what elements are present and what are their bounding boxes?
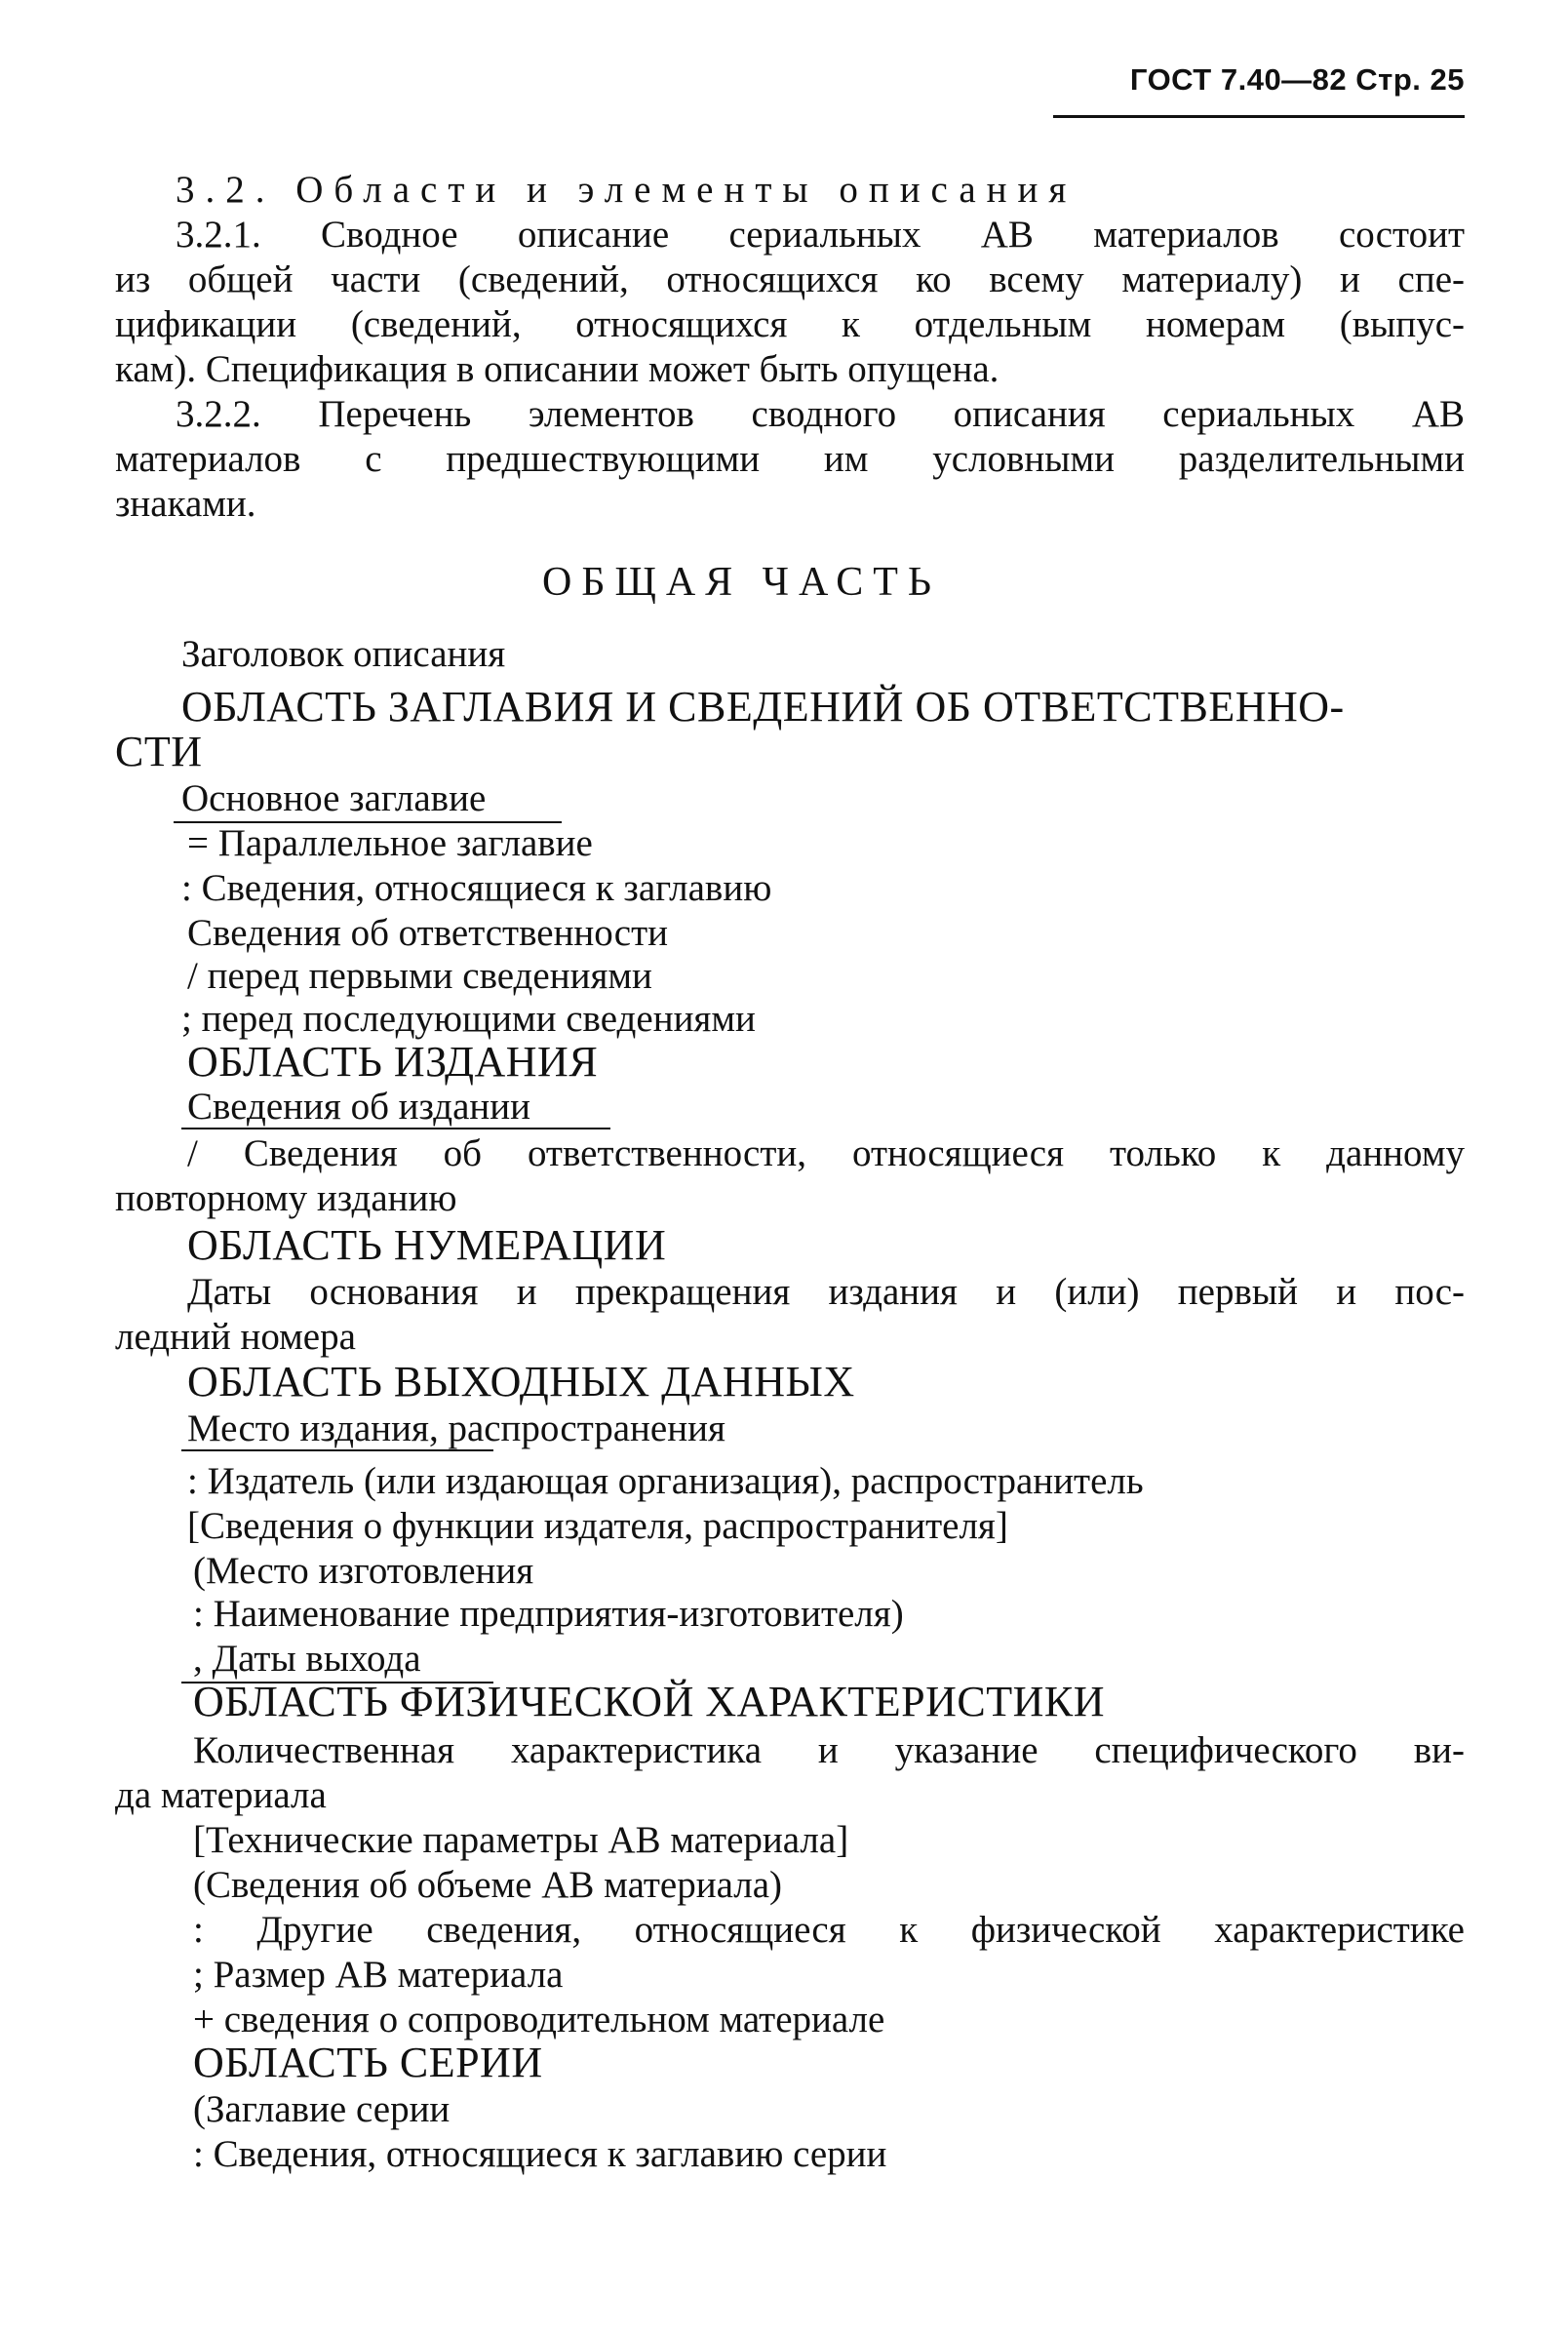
line-publisher: : Издатель (или издающая организация), распространитель: [187, 1460, 1144, 1502]
line-title-of-description: Заголовок описания: [181, 633, 506, 675]
line-physical-2: да материала: [115, 1774, 327, 1816]
page-header: ГОСТ 7.40—82 Стр. 25: [1129, 62, 1465, 97]
line-dates: , Даты выхода: [193, 1638, 421, 1680]
line-main-title: Основное заглавие: [181, 777, 487, 819]
line-volume: (Сведения об объеме АВ материала): [193, 1864, 783, 1906]
edition-rule: [181, 1128, 610, 1129]
line-series-info: : Сведения, относящиеся к заглавию серии: [193, 2133, 887, 2175]
line-physical-1: Количественная характеристика и указание специфического ви-: [193, 1729, 1465, 1771]
line-place: Место издания, распространения: [187, 1407, 725, 1449]
line-numbering-2: ледний номера: [115, 1316, 356, 1358]
para-3-2-1-line-4: кам). Спецификация в описании может быть опущена.: [115, 348, 1000, 390]
para-3-2-2-line-1: 3.2.2. Перечень элементов сводного описания сериальных АВ: [176, 393, 1465, 435]
line-before-subsequent: ; перед последующими сведениями: [181, 998, 756, 1040]
part-heading: ОБЩАЯ ЧАСТЬ: [542, 560, 941, 605]
place-rule: [181, 1449, 493, 1451]
line-parallel-title: = Параллельное заглавие: [187, 822, 593, 864]
para-3-2-1-line-3: цификации (сведений, относящихся к отдельным номерам (выпус-: [115, 303, 1465, 345]
para-3-2-1-line-1: 3.2.1. Сводное описание сериальных АВ материалов состоит: [176, 214, 1465, 256]
line-accompanying: + сведения о сопроводительном материале: [193, 1999, 885, 2040]
line-numbering-1: Даты основания и прекращения издания и (или) первый и пос-: [187, 1271, 1465, 1313]
para-3-2-2-line-3: знаками.: [115, 483, 256, 525]
line-manufacturer: : Наименование предприятия-изготовителя): [193, 1593, 904, 1635]
area-edition: ОБЛАСТЬ ИЗДАНИЯ: [187, 1038, 599, 1086]
header-rule: [1053, 115, 1465, 118]
section-heading: 3.2. Области и элементы описания: [176, 169, 1078, 211]
area-series: ОБЛАСТЬ СЕРИИ: [193, 2039, 543, 2086]
area-title-line-1: ОБЛАСТЬ ЗАГЛАВИЯ И СВЕДЕНИЙ ОБ ОТВЕТСТВЕННО-: [181, 683, 1345, 731]
line-edition-resp-2: повторному изданию: [115, 1177, 457, 1219]
line-tech-params: [Технические параметры АВ материала]: [193, 1819, 849, 1861]
line-title-info: : Сведения, относящиеся к заглавию: [181, 867, 772, 909]
para-3-2-2-line-2: материалов с предшествующими им условными разделительными: [115, 438, 1465, 480]
line-publisher-function: [Сведения о функции издателя, распространителя]: [187, 1505, 1008, 1547]
line-place-manufacture: (Место изготовления: [193, 1550, 534, 1592]
area-numbering: ОБЛАСТЬ НУМЕРАЦИИ: [187, 1221, 667, 1269]
line-responsibility: Сведения об ответственности: [187, 912, 669, 954]
line-other-physical: : Другие сведения, относящиеся к физической характеристике: [193, 1909, 1465, 1951]
line-before-first: / перед первыми сведениями: [187, 955, 652, 997]
line-edition-info: Сведения об издании: [187, 1086, 531, 1128]
area-physical: ОБЛАСТЬ ФИЗИЧЕСКОЙ ХАРАКТЕРИСТИКИ: [193, 1678, 1105, 1725]
line-series-title: (Заглавие серии: [193, 2088, 451, 2130]
area-publication: ОБЛАСТЬ ВЫХОДНЫХ ДАННЫХ: [187, 1358, 855, 1406]
area-title-line-2: СТИ: [115, 728, 203, 775]
line-size: ; Размер АВ материала: [193, 1954, 564, 1996]
para-3-2-1-line-2: из общей части (сведений, относящихся ко всему материалу) и спе-: [115, 258, 1465, 300]
line-edition-resp-1: / Сведения об ответственности, относящиеся только к данному: [187, 1132, 1465, 1174]
